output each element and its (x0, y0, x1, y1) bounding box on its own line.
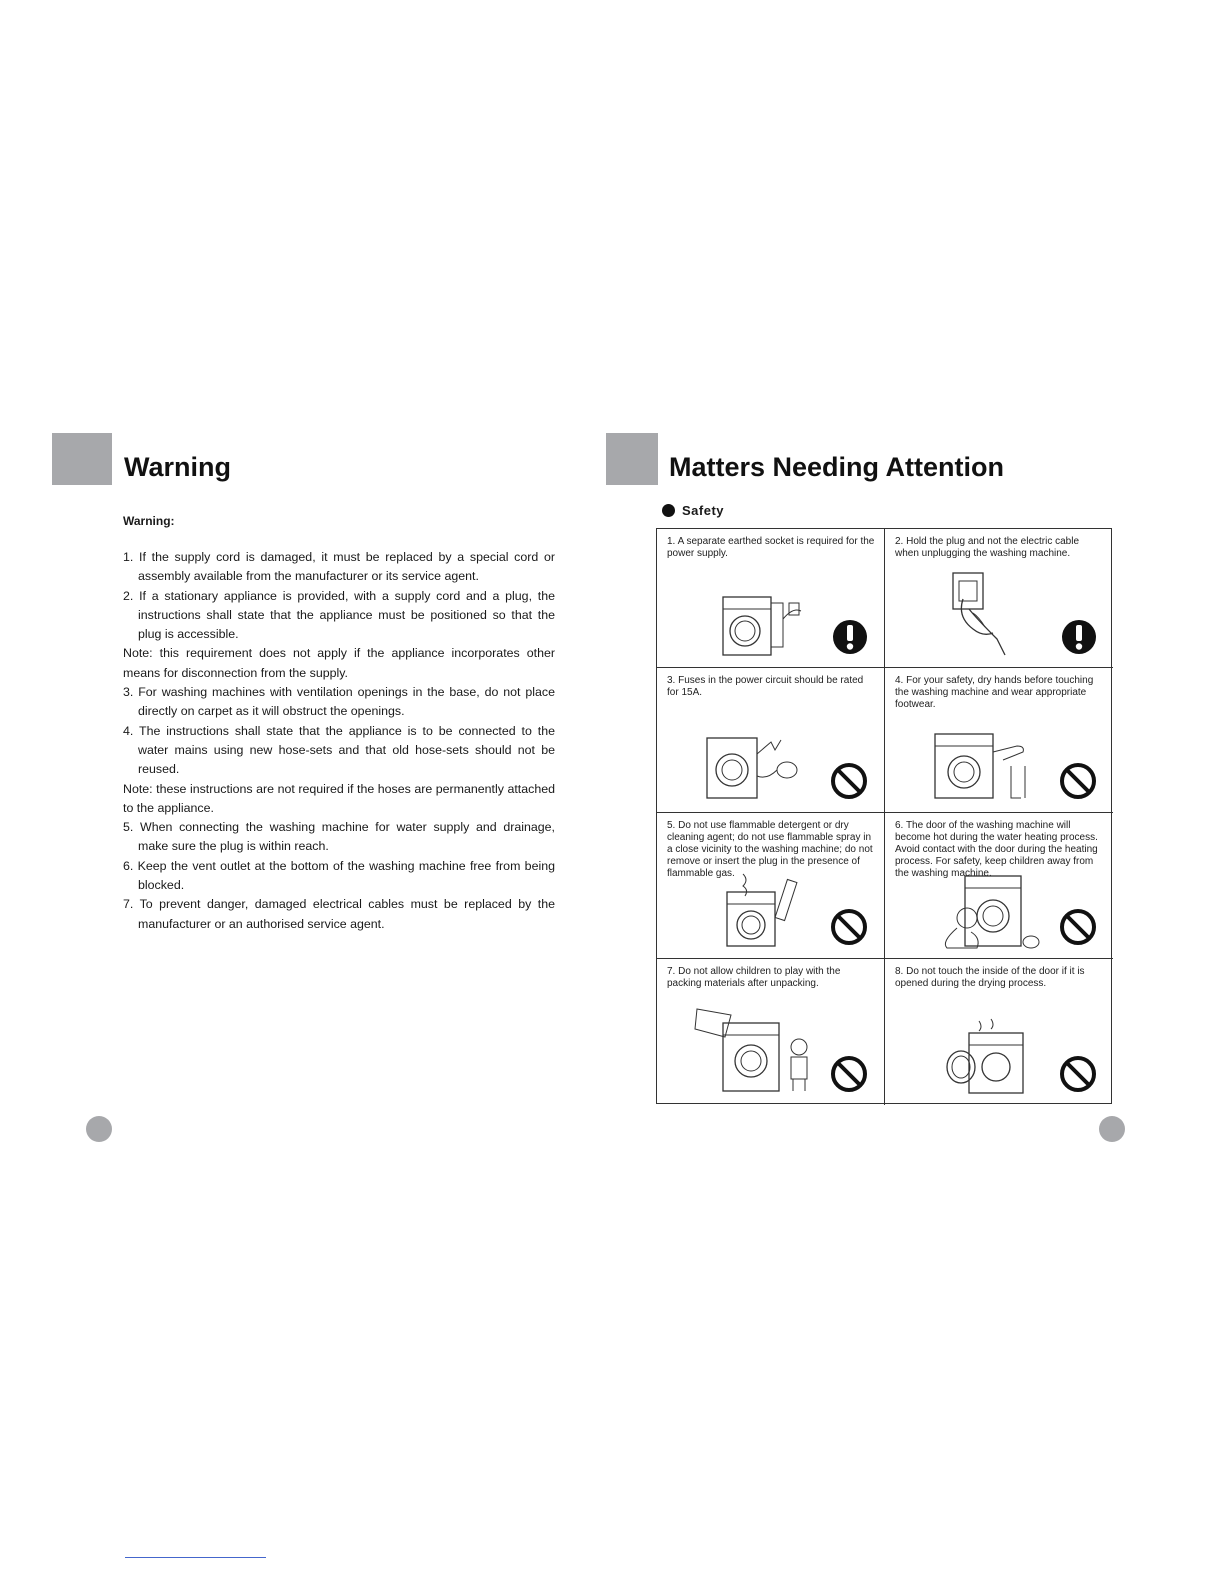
safety-grid (656, 528, 1112, 1104)
warning-item: 1. If the supply cord is damaged, it must be replaced by a special cord or assembly available from the manufacturer or its service agent. (123, 550, 555, 584)
safety-cell-text: 1. A separate earthed socket is required for the power supply. (667, 536, 875, 559)
washing-machine-fuse-illustration (677, 724, 807, 804)
warning-note: Note: this requirement does not apply if the appliance incorporates other means for disconnection from the supply. (123, 646, 555, 680)
washing-machine-child-illustration (931, 866, 1061, 950)
safety-cell-text: 6. The door of the washing machine will become hot during the water heating process. Avoid contact with the door during the heating process. For safety, keep children away from the washing machine. (895, 820, 1098, 879)
safety-cell (885, 668, 1113, 813)
warning-subtitle: Warning: (123, 514, 175, 528)
safety-cell (657, 813, 885, 959)
washing-machine-wet-hands-illustration (915, 718, 1045, 804)
safety-cell-text: 5. Do not use flammable detergent or dry cleaning agent; do not use flammable spray in a close vicinity to the washing machine; do not remove or insert the plug in the presence of flammable gas. (667, 820, 873, 879)
safety-label: Safety (682, 503, 725, 518)
warning-item: 4. The instructions shall state that the appliance is to be connected to the water mains using new hose-sets and that old hose-sets should not be reused. (123, 723, 555, 777)
safety-heading (662, 503, 724, 518)
prohibition-icon (1059, 1055, 1097, 1093)
warning-item: 5. When connecting the washing machine for water supply and drainage, make sure the plug is within reach. (123, 820, 555, 854)
safety-cell (657, 529, 885, 668)
safety-cell-text: 2. Hold the plug and not the electric cable when unplugging the washing machine. (895, 536, 1080, 559)
safety-cell-text: 7. Do not allow children to play with the packing materials after unpacking. (667, 966, 841, 989)
safety-cell-text: 4. For your safety, dry hands before touching the washing machine and wear appropriate footwear. (895, 675, 1094, 710)
prohibition-icon (1059, 762, 1097, 800)
warning-list (123, 548, 555, 934)
hand-plug-illustration (933, 569, 1043, 659)
warning-item: 7. To prevent danger, damaged electrical cables must be replaced by the manufacturer or an authorised service agent. (123, 897, 555, 931)
safety-cell (885, 529, 1113, 668)
safety-cell-text: 3. Fuses in the power circuit should be rated for 15A. (667, 675, 864, 698)
bullet-icon (662, 504, 675, 517)
prohibition-icon (830, 762, 868, 800)
warning-item: 2. If a stationary appliance is provided, with a supply cord and a plug, the instructions shall state that the appliance must be positioned so that the plug is accessible. (123, 588, 555, 642)
washing-machine-socket-illustration (693, 589, 803, 659)
safety-cell (657, 668, 885, 813)
washing-machine-open-door-illustration (939, 1017, 1049, 1097)
safety-cell (885, 959, 1113, 1105)
right-section-tab (606, 433, 658, 485)
left-section-tab (52, 433, 112, 485)
footer-divider (125, 1557, 266, 1558)
left-page-marker (86, 1116, 112, 1142)
warning-item: 3. For washing machines with ventilation openings in the base, do not place directly on carpet as it will obstruct the openings. (123, 685, 555, 719)
prohibition-icon (1059, 908, 1097, 946)
safety-cell (657, 959, 885, 1105)
washing-machine-packing-illustration (687, 1001, 827, 1097)
right-page-title: Matters Needing Attention (669, 452, 1005, 482)
safety-cell-text: 8. Do not touch the inside of the door if it is opened during the drying process. (895, 966, 1085, 989)
left-page-title: Warning (124, 452, 231, 482)
exclamation-icon (832, 619, 868, 655)
safety-cell (885, 813, 1113, 959)
warning-item: 6. Keep the vent outlet at the bottom of the washing machine free from being blocked. (123, 858, 555, 893)
prohibition-icon (830, 908, 868, 946)
prohibition-icon (830, 1055, 868, 1093)
exclamation-icon (1061, 619, 1097, 655)
right-page-marker (1099, 1116, 1125, 1142)
warning-note: Note: these instructions are not required if the hoses are permanently attached to the appliance. (123, 781, 555, 815)
washing-machine-spray-illustration (707, 870, 817, 950)
